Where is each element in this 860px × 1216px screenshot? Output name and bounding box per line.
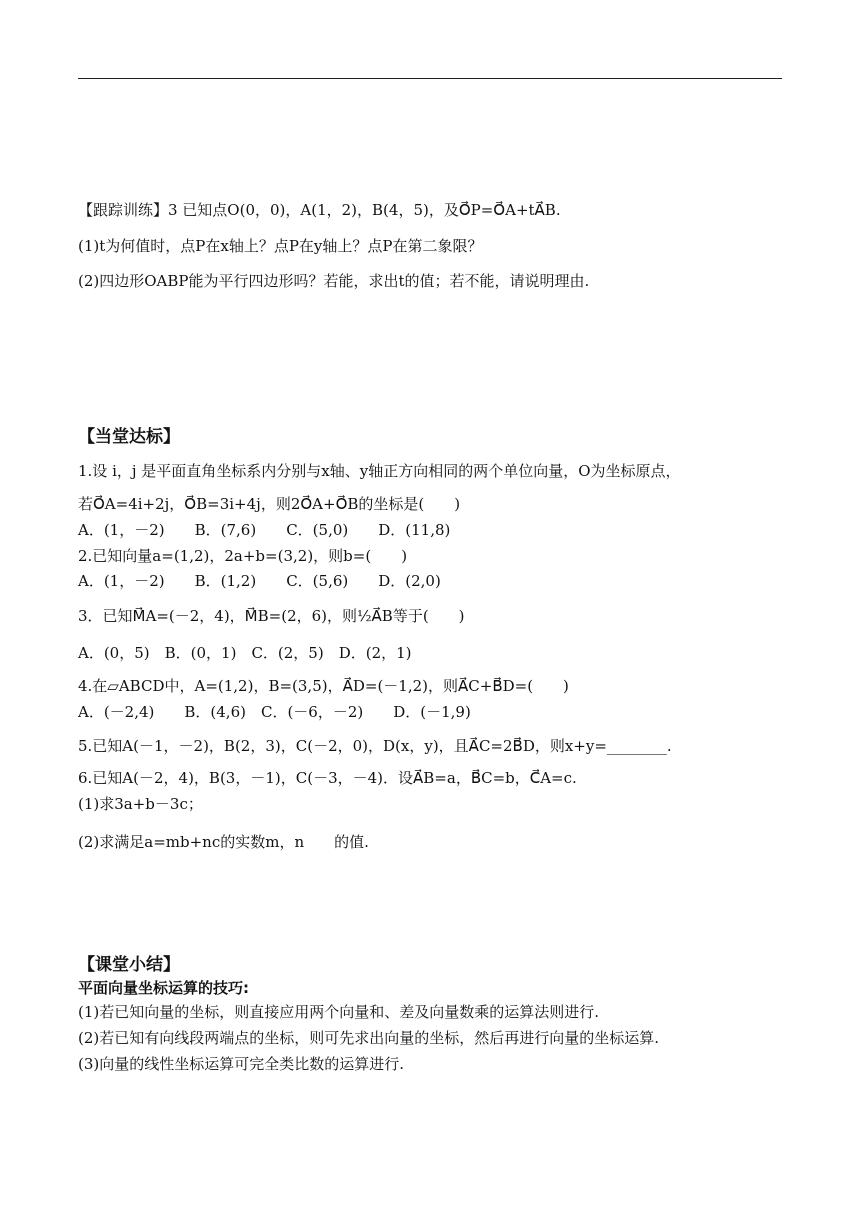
question-line: (1)求3a+b－3c； (78, 795, 203, 813)
answer-options: A．(－2,4) B．(4,6) C．(－6，－2) D．(－1,9) (78, 703, 471, 721)
question-line: 1.设 i，j 是平面直角坐标系内分别与x轴、y轴正方向相同的两个单位向量，O为坐标原点， (78, 462, 681, 480)
summary-line: (2)若已知有向线段两端点的坐标，则可先求出向量的坐标，然后再进行向量的坐标运算. (78, 1029, 660, 1047)
question-line: 若O⃗A=4i+2j，O⃗B=3i+4j，则2O⃗A+O⃗B的坐标是( ) (78, 495, 461, 513)
question-line: 5.已知A(－1，－2)，B(2，3)，C(－2，0)，D(x，y)，且A⃗C=2B⃗D，则x+y=________. (78, 737, 672, 755)
question-line: 6.已知A(－2，4)，B(3，－1)，C(－3，－4)．设A⃗B=a，B⃗C=b，C⃗A=c. (78, 769, 577, 787)
summary-line: (1)若已知向量的坐标，则直接应用两个向量和、差及向量数乘的运算法则进行. (78, 1003, 600, 1021)
question-line: 2.已知向量a=(1,2)，2a+b=(3,2)，则b=( ) (78, 547, 408, 565)
question-line: 3．已知M⃗A=(－2，4)，M⃗B=(2，6)，则½A⃗B等于( ) (78, 607, 465, 625)
section-heading-in-class: 【当堂达标】 (78, 427, 180, 447)
answer-options: A．(0，5) B．(0，1) C．(2，5) D．(2，1) (78, 644, 412, 662)
follow-up-intro: 【跟踪训练】3 已知点O(0，0)，A(1，2)，B(4，5)，及O⃗P=O⃗A+tA⃗B. (78, 201, 561, 219)
top-rule (78, 78, 782, 79)
follow-up-q1: (1)t为何值时，点P在x轴上？点P在y轴上？点P在第二象限？ (78, 237, 483, 255)
summary-line: (3)向量的线性坐标运算可完全类比数的运算进行. (78, 1055, 405, 1073)
section-heading-summary: 【课堂小结】 (78, 955, 180, 975)
answer-options: A．(1，－2) B．(7,6) C．(5,0) D．(11,8) (78, 521, 451, 539)
question-line: (2)求满足a=mb+nc的实数m，n 的值. (78, 833, 369, 851)
question-line: 4.在▱ABCD中，A=(1,2)，B=(3,5)，A⃗D=(－1,2)，则A⃗C+B⃗D=( ) (78, 677, 569, 695)
summary-subheading: 平面向量坐标运算的技巧: (78, 979, 249, 997)
follow-up-q2: (2)四边形OABP能为平行四边形吗？若能，求出t的值；若不能，请说明理由. (78, 272, 590, 290)
answer-options: A．(1，－2) B．(1,2) C．(5,6) D．(2,0) (78, 572, 441, 590)
